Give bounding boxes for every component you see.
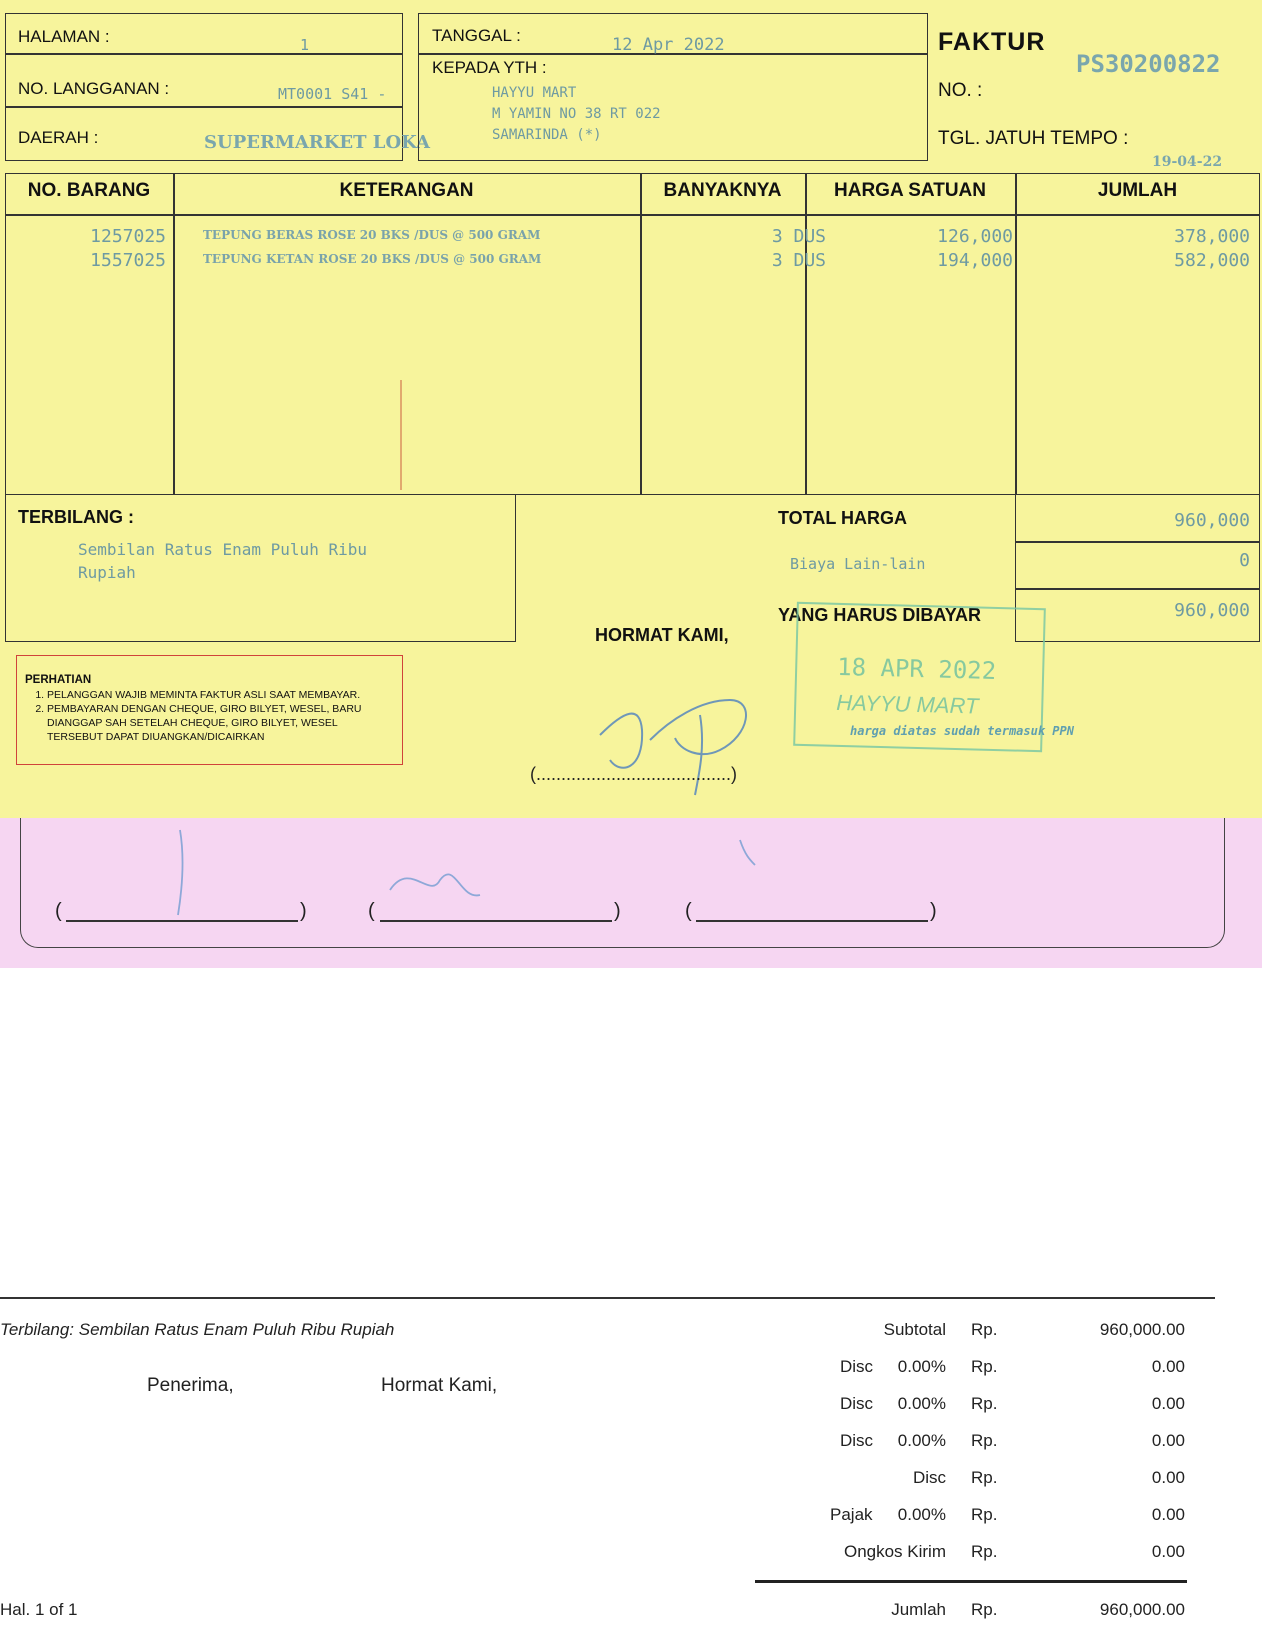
col-harga-satuan: HARGA SATUAN [834,180,986,201]
notice-item: 2. PEMBAYARAN DENGAN CHEQUE, GIRO BILYET, WESEL, BARU DIANGGAP SAH SETELAH CHEQUE, GIRO BILYET, WESEL TERSEBUT DAPAT DIUANGKAN/DICAIRKAN [47,702,394,744]
footer-line-pct: 0.00% [897,1394,946,1413]
stamp-note: harga diatas sudah termasuk PPN [850,724,1074,738]
total-harga-label: TOTAL HARGA [778,508,907,528]
sign-paren-open-2: ( [368,900,375,922]
signature-placeholder: (.......................................) [530,764,738,784]
row-description: TEPUNG KETAN ROSE 20 BKS /DUS @ 500 GRAM [203,252,542,266]
halaman-label: HALAMAN : [18,27,110,46]
total-harga-value: 960,000 [1174,510,1250,531]
footer-top-rule [0,1297,1215,1299]
jumlah-value: 960,000.00 [1099,1600,1185,1619]
langganan-value: MT0001 S41 - [278,85,387,103]
footer-line-pct: 0.00% [897,1505,946,1524]
row-description: TEPUNG BERAS ROSE 20 BKS /DUS @ 500 GRAM [203,228,541,242]
footer-line-value: 0.00 [1151,1542,1185,1561]
footer-currency: Rp. [971,1357,998,1376]
terbilang-label: TERBILANG : [18,507,134,527]
kepada-label: KEPADA YTH : [432,58,547,77]
halaman-value: 1 [300,36,310,54]
jatuh-tempo-label: TGL. JATUH TEMPO : [938,128,1129,149]
footer-line-label: Pajak [830,1505,873,1524]
biaya-label: Biaya Lain-lain [790,555,926,573]
faktur-number: PS30200822 [1076,50,1221,78]
kepada-line-1: HAYYU MART [492,85,577,101]
sign-paren-close-2: ) [614,900,621,922]
terbilang-line-2: Rupiah [78,563,136,582]
footer-currency: Rp. [971,1600,998,1619]
sign-paren-close-3: ) [930,900,937,922]
footer-line-value: 0.00 [1151,1505,1185,1524]
harus-dibayar-value: 960,000 [1174,600,1250,621]
footer-line-value: 960,000.00 [1099,1320,1185,1339]
daerah-label: DAERAH : [18,128,99,147]
footer-currency: Rp. [971,1320,998,1339]
stamp-date: 18 APR 2022 [836,652,997,685]
stamp-name: HAYYU MART [835,689,979,719]
kepada-line-3: SAMARINDA (*) [492,127,602,143]
tanggal-value: 12 Apr 2022 [612,35,725,55]
footer-currency: Rp. [971,1431,998,1450]
sign-paren-open-3: ( [685,900,692,922]
row-item-no: 1557025 [90,250,166,271]
footer-line-value: 0.00 [1151,1357,1185,1376]
row-total: 582,000 [1174,250,1250,271]
tanggal-label: TANGGAL : [432,26,521,45]
col-keterangan: KETERANGAN [339,180,474,201]
faktur-title: FAKTUR [938,28,1046,56]
footer-line-label: Disc [840,1394,874,1413]
biaya-value: 0 [1239,550,1250,571]
pink-scribbles [140,820,780,940]
sign-paren-close-1: ) [300,900,307,922]
row-unit-price: 194,000 [937,250,1013,271]
jatuh-tempo-value: 19-04-22 [1152,154,1223,170]
sign-paren-open-1: ( [55,900,62,922]
hormat-kami-label: HORMAT KAMI, [595,625,729,645]
row-quantity: 3 DUS [771,250,826,271]
footer-line-value: 0.00 [1151,1394,1185,1413]
faktur-no-label: NO. : [938,80,983,101]
footer-line-label: Disc [840,1357,874,1376]
footer-line-label: Disc [912,1468,946,1487]
footer-currency: Rp. [971,1505,998,1524]
row-item-no: 1257025 [90,226,166,247]
terbilang-line-1: Sembilan Ratus Enam Puluh Ribu [78,540,367,559]
notice-box [16,655,403,765]
footer-line-label: Ongkos Kirim [843,1542,946,1561]
daerah-value: SUPERMARKET LOKA [204,132,431,153]
row-total: 378,000 [1174,226,1250,247]
penerima-label: Penerima, [147,1375,234,1396]
row-quantity: 3 DUS [771,226,826,247]
footer-line-pct: 0.00% [897,1357,946,1376]
items-table [5,173,1260,495]
footer-line-value: 0.00 [1151,1431,1185,1450]
langganan-label: NO. LANGGANAN : [18,79,170,98]
kepada-line-2: M YAMIN NO 38 RT 022 [492,106,661,122]
col-no-barang: NO. BARANG [27,180,151,201]
row-unit-price: 126,000 [937,226,1013,247]
footer-line-value: 0.00 [1151,1468,1185,1487]
notice-title: PERHATIAN [25,674,92,686]
footer-line-pct: 0.00% [897,1431,946,1450]
footer-currency: Rp. [971,1468,998,1487]
footer-currency: Rp. [971,1394,998,1413]
footer-hormat-label: Hormat Kami, [381,1375,498,1396]
jumlah-label: Jumlah [891,1600,946,1619]
col-jumlah: JUMLAH [1097,180,1178,201]
notice-item: 1. PELANGGAN WAJIB MEMINTA FAKTUR ASLI SAAT MEMBAYAR. [47,688,394,702]
footer-line-label: Disc [840,1431,874,1450]
footer-terbilang: Terbilang: Sembilan Ratus Enam Puluh Ribu Rupiah [0,1320,395,1339]
col-banyaknya: BANYAKNYA [663,180,782,201]
footer-currency: Rp. [971,1542,998,1561]
footer-total-rule [755,1580,1187,1583]
footer-line-label: Subtotal [883,1320,946,1339]
harus-dibayar-label: YANG HARUS DIBAYAR [778,605,982,625]
page-indicator: Hal. 1 of 1 [0,1600,78,1619]
